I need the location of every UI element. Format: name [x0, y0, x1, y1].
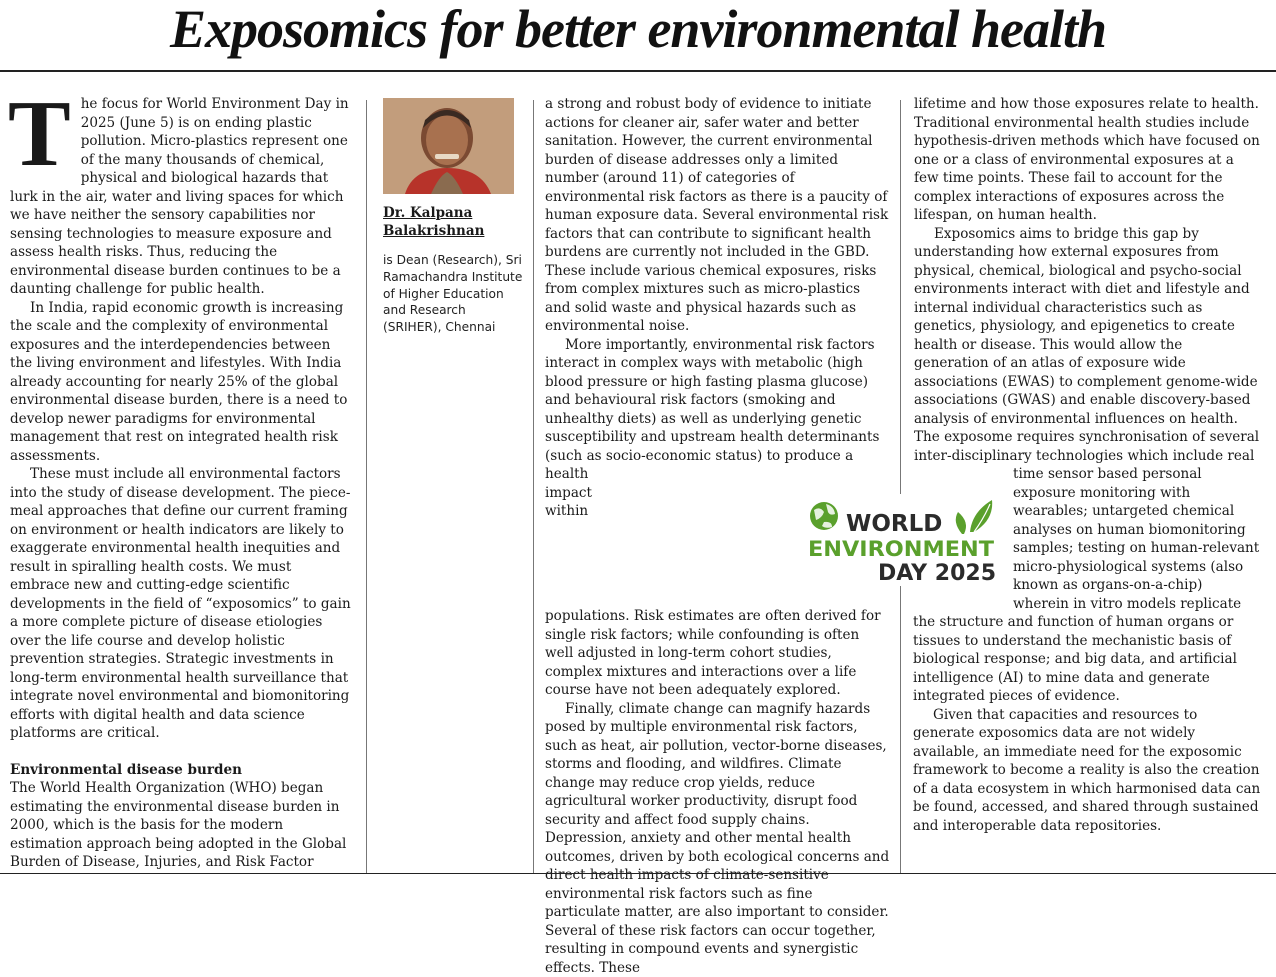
bottom-rule [0, 873, 1276, 874]
column-divider-1 [366, 100, 367, 873]
logo-line-1: WORLD [846, 511, 942, 537]
paragraph-3: These must include all environmental factors into the study of disease development. The piece-meal approaches that define our current framing on environment or health indicators are likely to exaggerate environmental health inequities and result in spiralling health costs. We must embrace new and cutting-edge scientific developments in the field of “exposomics” to gain a more complete picture of disease etiologies over the life course and develop holistic prevention strategies. Strategic investments in long-term environmental health surveillance that integrate novel environmental and biomonitoring efforts with digital health and data science platforms are critical. [10, 465, 354, 743]
logo-line-2: ENVIRONMENT [808, 537, 995, 561]
column-1 [10, 95, 354, 875]
paragraph-1: he focus for World Environment Day in 2025 (June 5) is on ending plastic pollution. Micro-plastics represent one of the many thousands of chemical, physical and biological hazards that lurk in the air, water and living spaces for which we have neither the sensory capabilities nor sensing technologies to measure exposure and assess health risks. Thus, reducing the environmental disease burden continues to be a daunting challenge for public health. [10, 95, 354, 299]
author-bio: is Dean (Research), Sri Ramachandra Institute of Higher Education and Research (SRIHER), Chennai [383, 252, 523, 336]
paragraph-9: Exposomics aims to bridge this gap by understanding how external exposures from physical, chemical, biological and psycho-social environments interact with diet and lifestyle and internal individual characteristics such as genetics, physiology, and epigenetics to create health or disease. This would allow the generation of an atlas of exposure wide associations (EWAS) to complement genome-wide associations (GWAS) and enable discovery-based analysis of environmental influences on health. The exposome requires synchronisation of several inter-disciplinary technologies which include real time sensor based personal exposure monitoring with wearables; untargeted chemical analyses on human biomonitoring samples; testing on human-relevant micro-physiological systems (also known as organs-on-a-chip) wherein in vitro models replicate the structure and function of human organs or tissues to understand the mechanistic basis of biological response; and big data, and artificial intelligence (AI) to mine data and generate integrated pieces of evidence. [913, 225, 1261, 706]
globe-icon [810, 502, 838, 530]
drop-cap: T [8, 99, 71, 171]
top-rule [0, 70, 1276, 72]
paragraph-2: In India, rapid economic growth is increasing the scale and the complexity of environmental exposures and the interdependencies between the living environment and lifestyles. With India already accounting for nearly 25% of the global environmental disease burden, there is a need to develop newer paradigms for environmental management that rest on integrated health risk assessments. [10, 299, 354, 466]
column-divider-3 [900, 100, 901, 873]
column-3 [545, 95, 890, 875]
subheading-disease-burden: Environmental disease burden [10, 761, 354, 780]
paragraph-7: Finally, climate change can magnify hazards posed by multiple environmental risk factors, such as heat, air pollution, vector-borne diseases, storms and flooding, and wildfires. Climate change may reduce crop yields, reduce agricultural worker productivity, disrupt food security and affect food supply chains. Depression, anxiety and other mental health outcomes, driven by both ecological concerns and direct health impacts of climate-sensitive environmental risk factors such as fine particulate matter, are also important to consider. Several of these risk factors can occur together, resulting in compound events and synergistic effects. These [545, 700, 890, 977]
author-photo [383, 98, 514, 194]
author-name: Dr. Kalpana Balakrishnan [383, 204, 523, 240]
paragraph-4: The World Health Organization (WHO) began estimating the environmental disease burden in 2000, which is the basis for the modern estimation approach being adopted in the Global Burden of Disease, Injuries, and Risk Factor [10, 779, 354, 872]
article-headline: Exposomics for better environmental health [0, 0, 1276, 60]
world-environment-day-logo [802, 494, 1004, 586]
paragraph-10: Given that capacities and resources to generate exposomics data are not widely available, an immediate need for the exposomic framework to become a reality is also the creation of a data ecosystem in which harmonised data can be found, accessed, and shared through sustained and interoperable data repositories. [913, 706, 1261, 836]
paragraph-6: More importantly, environmental risk factors interact in complex ways with metabolic (high blood pressure or high fasting plasma glucose) and behavioural risk factors (smoking and unhealthy diets) as well as underlying genetic susceptibility and upstream health determinants (such as socio-economic status) to produce a health impact within populations. Risk estimates are often derived for single risk factors; while confounding is often well adjusted in long-term cohort studies, complex mixtures and interactions over a life course have not been adequately explored. [545, 336, 890, 700]
logo-line-3: DAY 2025 [878, 561, 996, 586]
column-divider-2 [533, 100, 534, 873]
column-4 [913, 95, 1261, 875]
paragraph-8: lifetime and how those exposures relate to health. Traditional environmental health studies include hypothesis-driven methods which have focused on one or a class of environmental exposures at a few time points. These fail to account for the complex interactions of exposures across the lifespan, on human health. [913, 95, 1261, 225]
paragraph-5: a strong and robust body of evidence to initiate actions for cleaner air, safer water and better sanitation. However, the current environmental burden of disease addresses only a limited number (around 11) of categories of environmental risk factors as there is a paucity of human exposure data. Several environmental risk factors that can contribute to significant health burdens are currently not included in the GBD. These include various chemical exposures, risks from complex mixtures such as micro-plastics and solid waste and physical hazards such as environmental noise. [545, 95, 890, 336]
author-box [383, 98, 523, 336]
